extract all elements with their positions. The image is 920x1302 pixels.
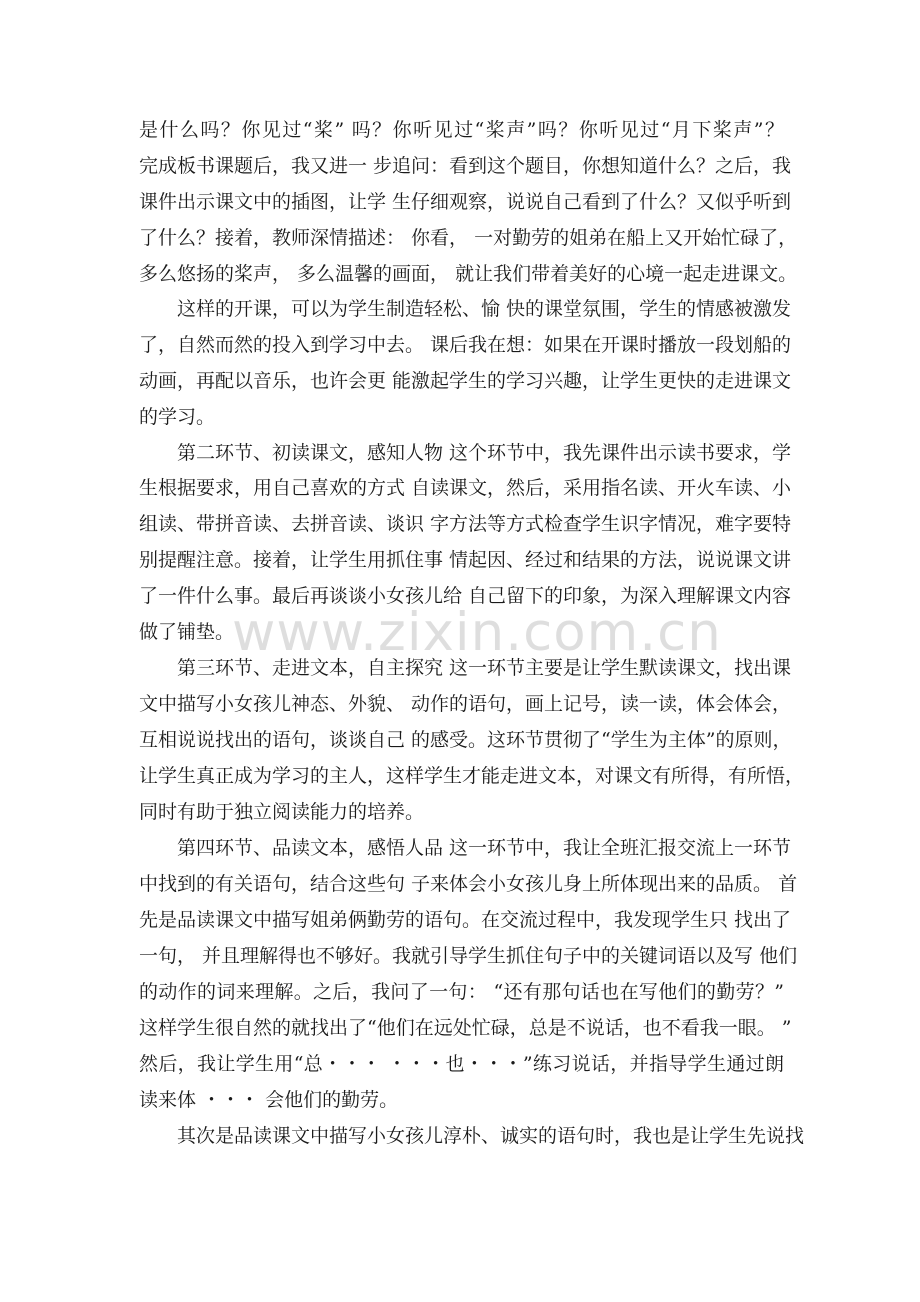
text-line: 的动作的词来理解。之后，我问了一句： “还有那句话也在写他们的勤劳？” — [139, 981, 784, 1003]
text-line: 组读、带拼音读、去拼音读、谈识 字方法等方式检查学生识字情况，难字要特 — [139, 513, 792, 535]
text-line: 然后，我让学生用“总・・・ ・・・也・・・”练习说话，并指导学生通过朗 — [139, 1053, 784, 1075]
text-line: 第三环节、走进文本，自主探究 这一环节主要是让学生默读课文，找出课 — [177, 657, 792, 679]
text-line: 课件出示课文中的插图，让学 生仔细观察，说说自己看到了什么？又似乎听到 — [139, 191, 792, 213]
watermark: www.zixin.com.cn — [232, 602, 722, 663]
text-line: 动画，再配以音乐，也许会更 能激起学生的学习兴趣，让学生更快的走进课文 — [139, 370, 792, 392]
text-line: 其次是品读课文中描写小女孩儿淳朴、诚实的语句时，我也是让学生先说找 — [177, 1125, 805, 1147]
text-line: 互相说说找出的语句，谈谈自己 的感受。这环节贯彻了“学生为主体”的原则， — [139, 729, 792, 751]
text-line: 先是品读课文中描写姐弟俩勤劳的语句。在交流过程中，我发现学生只 找出了 — [139, 909, 792, 931]
text-line: 这样学生很自然的就找出了“他们在远处忙碌，总是不说话，也不看我一眼。 ” — [139, 1017, 792, 1039]
text-line: 第四环节、品读文本，感悟人品 这一环节中，我让全班汇报交流上一环节 — [177, 837, 792, 859]
text-line: 多么悠扬的桨声， 多么温馨的画面， 就让我们带着美好的心境一起走进课文。 — [139, 263, 798, 285]
text-line: 生根据要求，用自己喜欢的方式 自读课文，然后，采用指名读、开火车读、小 — [139, 477, 792, 499]
text-line: 第二环节、初读课文，感知人物 这个环节中，我先课件出示读书要求，学 — [177, 442, 792, 464]
text-line: 了一件什么事。最后再谈谈小女孩儿给 自己留下的印象，为深入理解课文内容 — [139, 585, 792, 607]
text-line: 这样的开课，可以为学生制造轻松、愉 快的课堂氛围，学生的情感被激发 — [177, 298, 792, 320]
text-line: 文中描写小女孩儿神态、外貌、 动作的语句，画上记号，读一读，体会体会， — [139, 693, 792, 715]
text-line: 是什么吗？你见过“桨” 吗？你听见过“桨声”吗？你听见过“月下桨声”？ — [139, 119, 784, 141]
text-line: 读来体 ・・・ 会他们的勤劳。 — [139, 1089, 399, 1111]
text-line: 做了铺垫。 — [139, 621, 235, 643]
text-line: 了什么？接着，教师深情描述： 你看， 一对勤劳的姐弟在船上又开始忙碌了， — [139, 227, 798, 249]
text-line: 一句， 并且理解得也不够好。我就引导学生抓住句子中的关键词语以及写 他们 — [139, 945, 798, 967]
text-line: 的学习。 — [139, 406, 216, 428]
text-line: 别提醒注意。接着，让学生用抓住事 情起因、经过和结果的方法，说说课文讲 — [139, 549, 792, 571]
text-line: 了，自然而然的投入到学习中去。 课后我在想：如果在开课时播放一段划船的 — [139, 334, 792, 356]
text-line: 让学生真正成为学习的主人，这样学生才能走进文本，对课文有所得，有所悟， — [139, 765, 805, 787]
text-line: 完成板书课题后，我又进一 步追问：看到这个题目，你想知道什么？之后，我 — [139, 155, 792, 177]
text-line: 同时有助于独立阅读能力的培养。 — [139, 801, 425, 823]
text-line: 中找到的有关语句，结合这些句 子来体会小女孩儿身上所体现出来的品质。 首 — [139, 873, 798, 895]
